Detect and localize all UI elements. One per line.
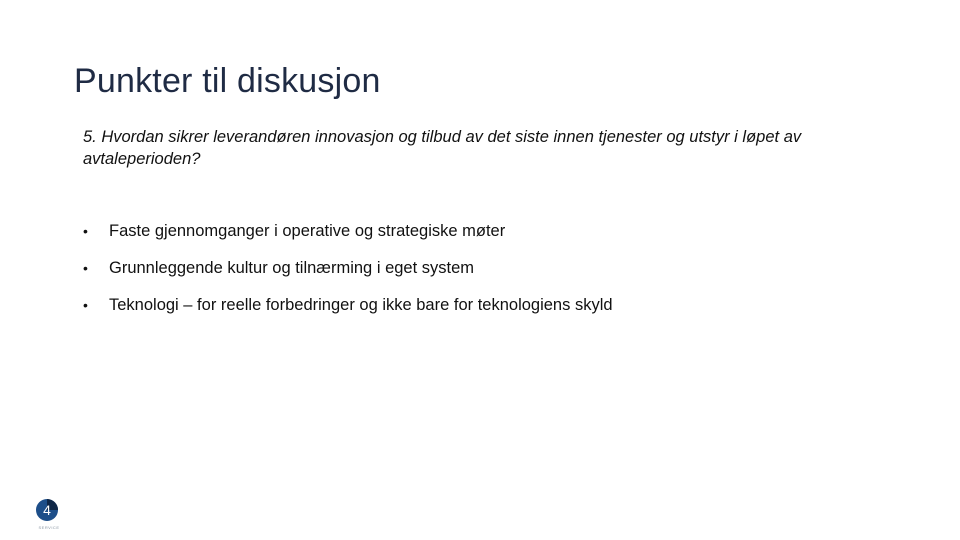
logo-label: SERVICE xyxy=(38,525,60,530)
bullet-text: Grunnleggende kultur og tilnærming i eget system xyxy=(109,259,475,277)
bullet-item xyxy=(83,259,903,296)
logo-emblem-icon xyxy=(33,497,65,525)
bullet-text: Faste gjennomganger i operative og strategiske møter xyxy=(109,222,506,240)
bullet-item xyxy=(83,296,903,333)
bullet-mark: • xyxy=(83,223,88,239)
company-logo xyxy=(33,497,65,535)
bullet-mark: • xyxy=(83,297,88,313)
logo-glyph: 4 xyxy=(43,502,51,518)
slide-title: Punkter til diskusjon xyxy=(74,62,381,100)
question-text: 5. Hvordan sikrer leverandøren innovasjon og tilbud av det siste innen tjenester og utstyr i løpet av avtaleperioden? xyxy=(83,128,802,168)
bullet-text: Teknologi – for reelle forbedringer og ikke bare for teknologiens skyld xyxy=(109,296,613,314)
bullet-item xyxy=(83,222,903,259)
bullet-list xyxy=(83,222,903,333)
bullet-mark: • xyxy=(83,260,88,276)
